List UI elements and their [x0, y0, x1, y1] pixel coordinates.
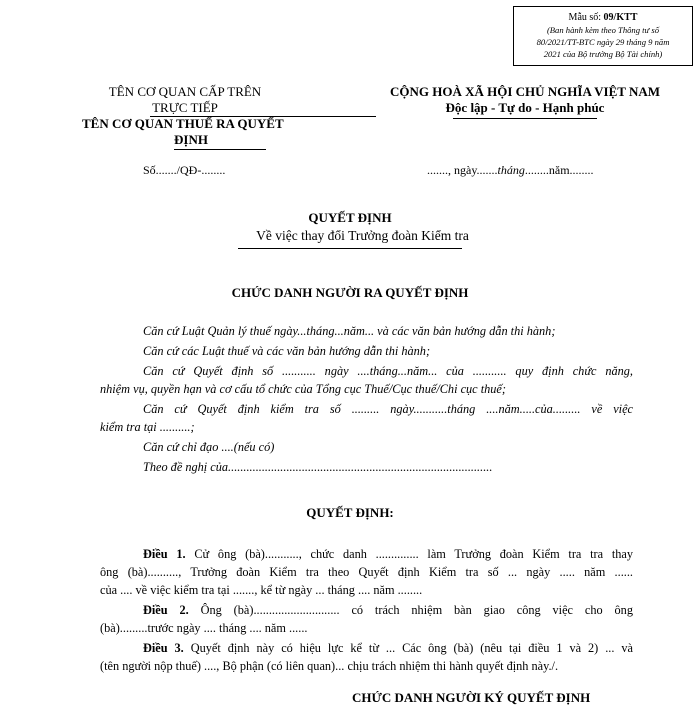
article-3-line-2: (tên người nộp thuế) ...., Bộ phận (có liên quan)... chịu trách nhiệm thi hành quyết định này./. — [100, 659, 559, 673]
tax-agency-line-2: ĐỊNH — [174, 132, 208, 147]
issue-date-month: tháng — [497, 163, 525, 177]
superior-agency-name — [90, 84, 280, 116]
basis-inspection-decision-line-1: Căn cứ Quyết định kiểm tra số ......... ngày...........tháng ....năm.....của......... về việc — [143, 402, 633, 416]
basis-org-decision-line-1: Căn cứ Quyết định số ........... ngày ....tháng...năm... của ........... quy định chức năng, — [143, 364, 633, 378]
form-note-line-3: 2021 của Bộ trưởng Bộ Tài chính) — [543, 49, 663, 59]
basis-direction: Căn cứ chỉ đạo ....(nếu có) — [143, 440, 275, 454]
tax-agency-name — [82, 116, 322, 148]
decision-heading: QUYẾT ĐỊNH: — [306, 505, 394, 520]
national-motto: Độc lập - Tự do - Hạnh phúc — [445, 100, 605, 115]
basis-proposal: Theo đề nghị của...................................................................................... — [143, 460, 493, 474]
form-note-line-1: (Ban hành kèm theo Thông tư số — [546, 25, 660, 35]
basis-org-decision-line-2: nhiệm vụ, quyền hạn và cơ cấu tổ chức của Tổng cục Thuế/Cục thuế/Chi cục thuế; — [100, 382, 506, 396]
decision-number: Số......./QĐ-........ — [143, 163, 226, 177]
article-2-line-2: (bà).........trước ngày .... tháng .... năm ...... — [100, 621, 308, 635]
form-note-line-2: 80/2021/TT-BTC ngày 29 tháng 9 năm — [536, 37, 670, 47]
article-3-label: Điều 3. — [143, 641, 184, 655]
basis-inspection-decision-line-2: kiểm tra tại ..........; — [100, 420, 195, 434]
form-code-line — [514, 12, 692, 24]
issue-date-year: ........năm........ — [524, 163, 594, 177]
tax-agency-line-1: TÊN CƠ QUAN THUẾ RA QUYẾT — [82, 116, 284, 131]
form-code-prefix: Mẫu số: — [568, 12, 602, 23]
article-3-text-1: Quyết định này có hiệu lực kể từ ... Các ông (bà) (nêu tại điều 1 và 2) ... và — [190, 641, 633, 655]
article-3-line-1 — [143, 639, 633, 657]
superior-agency-line-2: TRỰC TIẾP — [152, 100, 218, 115]
signer-title: CHỨC DANH NGƯỜI KÝ QUYẾT ĐỊNH — [352, 690, 591, 705]
superior-agency-line-1: TÊN CƠ QUAN CẤP TRÊN — [108, 84, 262, 99]
document-title: QUYẾT ĐỊNH — [308, 210, 392, 225]
form-code: 09/KTT — [603, 12, 638, 23]
document-subject: Về việc thay đổi Trưởng đoàn Kiểm tra — [256, 228, 469, 243]
article-1-text-1: Cử ông (bà)..........., chức danh .............. làm Trưởng đoàn Kiểm tra tra thay — [194, 547, 634, 561]
basis-tax-laws: Căn cứ các Luật thuế và các văn bản hướng dẫn thi hành; — [143, 344, 431, 358]
issuer-title: CHỨC DANH NGƯỜI RA QUYẾT ĐỊNH — [231, 285, 469, 300]
article-1-line-2: ông (bà).........., Trưởng đoàn Kiểm tra theo Quyết định Kiểm tra số ... ngày ..... năm ...... — [100, 565, 633, 579]
motto-underline — [453, 118, 597, 119]
agency-underline — [174, 149, 266, 150]
article-1-line-1 — [143, 545, 633, 563]
article-2-line-1 — [143, 601, 633, 619]
issue-date-day: ......., ngày....... — [427, 163, 498, 177]
basis-tax-law: Căn cứ Luật Quản lý thuế ngày...tháng...năm... và các văn bản hướng dẫn thi hành; — [143, 324, 556, 338]
article-1-line-3: của .... về việc kiểm tra tại ......., kể từ ngày ... tháng .... năm ........ — [100, 583, 423, 597]
article-2-text-1: Ông (bà)............................ có trách nhiệm bàn giao công việc cho ông — [200, 603, 633, 617]
form-code-box — [513, 6, 693, 66]
subject-underline — [238, 248, 462, 249]
nation-title: CỘNG HOÀ XÃ HỘI CHỦ NGHĨA VIỆT NAM — [389, 84, 661, 99]
article-1-label: Điều 1. — [143, 547, 186, 561]
issue-date — [427, 163, 594, 178]
article-2-label: Điều 2. — [143, 603, 189, 617]
